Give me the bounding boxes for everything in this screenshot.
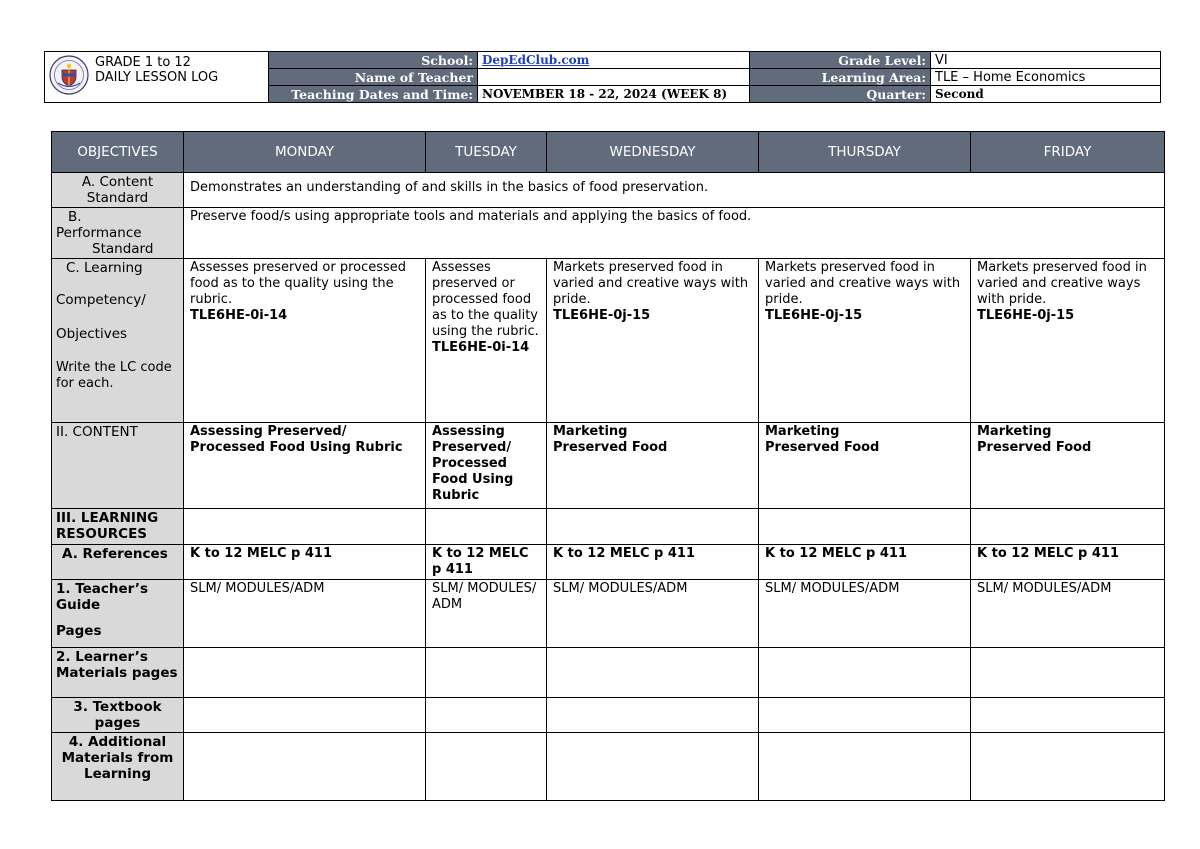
col-thursday: THURSDAY (759, 132, 971, 173)
teacher-value (478, 69, 750, 86)
lc-tuesday (426, 259, 547, 423)
lr-monday (184, 509, 426, 545)
col-monday: MONDAY (184, 132, 426, 173)
lc-thursday (759, 259, 971, 423)
ref-wednesday: K to 12 MELC p 411 (547, 545, 759, 580)
lm-tuesday (426, 648, 547, 698)
deped-seal-icon (49, 55, 89, 95)
lc-wednesday-text: Markets preserved food in varied and creative ways with pride. (553, 260, 749, 307)
am-thursday (759, 733, 971, 801)
tg-monday: SLM/ MODULES/ADM (184, 580, 426, 648)
learners-materials-label: 2. Learner’s Materials pages (52, 648, 184, 698)
col-wednesday: WEDNESDAY (547, 132, 759, 173)
content-standard-text: Demonstrates an understanding of and skills in the basics of food preservation. (184, 173, 1165, 208)
tp-thursday (759, 698, 971, 733)
content-standard-row (52, 173, 1165, 208)
teachers-guide-label (52, 580, 184, 648)
tp-tuesday (426, 698, 547, 733)
dates-label: Teaching Dates and Time: (269, 86, 478, 103)
content-tuesday: Assessing Preserved/ Processed Food Using Rubric (426, 423, 547, 509)
tg-wednesday: SLM/ MODULES/ADM (547, 580, 759, 648)
lc-tuesday-text: Assesses preserved or processed food as to the quality using the rubric. (432, 260, 539, 339)
lc-wednesday (547, 259, 759, 423)
lm-friday (971, 648, 1165, 698)
tg-friday: SLM/ MODULES/ADM (971, 580, 1165, 648)
header-table (44, 51, 1161, 103)
lc-monday-code: TLE6HE-0i-14 (190, 308, 288, 323)
tp-friday (971, 698, 1165, 733)
lc-tuesday-code: TLE6HE-0i-14 (432, 340, 530, 355)
col-tuesday: TUESDAY (426, 132, 547, 173)
lc-label-line2: Competency/ (56, 292, 146, 308)
title-line-1: GRADE 1 to 12 (95, 55, 191, 70)
tg-tuesday: SLM/ MODULES/ADM (426, 580, 547, 648)
lc-monday-text: Assesses preserved or processed food as to the quality using the rubric. (190, 260, 407, 307)
references-row (52, 545, 1165, 580)
learning-resources-row (52, 509, 1165, 545)
performance-standard-label (52, 208, 184, 259)
tg-label-line2: Pages (56, 623, 102, 639)
learning-area-value: TLE – Home Economics (931, 69, 1161, 86)
school-value (478, 52, 750, 69)
learners-materials-row (52, 648, 1165, 698)
textbook-pages-row (52, 698, 1165, 733)
performance-label-line1: B. (68, 209, 82, 225)
lc-label-note: Write the LC code for each. (56, 360, 172, 391)
lm-thursday (759, 648, 971, 698)
am-friday (971, 733, 1165, 801)
performance-label-line3: Standard (92, 241, 154, 257)
quarter-label: Quarter: (750, 86, 931, 103)
performance-label-line2: Performance (56, 225, 142, 241)
content-monday: Assessing Preserved/ Processed Food Using Rubric (184, 423, 426, 509)
ref-tuesday: K to 12 MELC p 411 (426, 545, 547, 580)
title-line-2: DAILY LESSON LOG (95, 70, 219, 85)
lc-label-line3: Objectives (56, 326, 128, 342)
lc-label-line1: C. Learning (66, 260, 143, 276)
tp-wednesday (547, 698, 759, 733)
lc-thursday-code: TLE6HE-0j-15 (765, 308, 863, 323)
lc-friday (971, 259, 1165, 423)
lesson-log-table (51, 131, 1165, 801)
additional-materials-label: 4. Additional Materials from Learning (52, 733, 184, 801)
content-friday: Marketing Preserved Food (971, 423, 1165, 509)
am-monday (184, 733, 426, 801)
textbook-pages-label: 3. Textbook pages (52, 698, 184, 733)
lc-friday-code: TLE6HE-0j-15 (977, 308, 1075, 323)
tp-monday (184, 698, 426, 733)
school-link[interactable]: DepEdClub.com (482, 52, 590, 67)
content-thursday: Marketing Preserved Food (759, 423, 971, 509)
column-header-row (52, 132, 1165, 173)
grade-level-value: VI (931, 52, 1161, 69)
col-objectives: OBJECTIVES (52, 132, 184, 173)
learning-resources-label: III. LEARNING RESOURCES (52, 509, 184, 545)
teacher-label: Name of Teacher (269, 69, 478, 86)
lc-thursday-text: Markets preserved food in varied and creative ways with pride. (765, 260, 961, 307)
lc-wednesday-code: TLE6HE-0j-15 (553, 308, 651, 323)
learning-area-label: Learning Area: (750, 69, 931, 86)
learning-competency-row (52, 259, 1165, 423)
lr-wednesday (547, 509, 759, 545)
content-label: II. CONTENT (52, 423, 184, 509)
learning-competency-label (52, 259, 184, 423)
references-label: A. References (52, 545, 184, 580)
performance-standard-row (52, 208, 1165, 259)
ref-friday: K to 12 MELC p 411 (971, 545, 1165, 580)
quarter-value: Second (931, 86, 1161, 103)
am-tuesday (426, 733, 547, 801)
additional-materials-row (52, 733, 1165, 801)
lc-monday (184, 259, 426, 423)
title-block (45, 52, 269, 103)
content-standard-label: A. Content Standard (52, 173, 184, 208)
content-row (52, 423, 1165, 509)
ref-thursday: K to 12 MELC p 411 (759, 545, 971, 580)
school-label: School: (269, 52, 478, 69)
am-wednesday (547, 733, 759, 801)
lm-monday (184, 648, 426, 698)
lr-thursday (759, 509, 971, 545)
performance-standard-text: Preserve food/s using appropriate tools and materials and applying the basics of food. (184, 208, 1165, 259)
grade-level-label: Grade Level: (750, 52, 931, 69)
lr-friday (971, 509, 1165, 545)
lc-friday-text: Markets preserved food in varied and creative ways with pride. (977, 260, 1147, 307)
col-friday: FRIDAY (971, 132, 1165, 173)
dates-value: NOVEMBER 18 - 22, 2024 (WEEK 8) (478, 86, 750, 103)
content-wednesday: Marketing Preserved Food (547, 423, 759, 509)
ref-monday: K to 12 MELC p 411 (184, 545, 426, 580)
lm-wednesday (547, 648, 759, 698)
tg-thursday: SLM/ MODULES/ADM (759, 580, 971, 648)
teachers-guide-row (52, 580, 1165, 648)
lr-tuesday (426, 509, 547, 545)
tg-label-line1: 1. Teacher’s Guide (56, 581, 149, 613)
